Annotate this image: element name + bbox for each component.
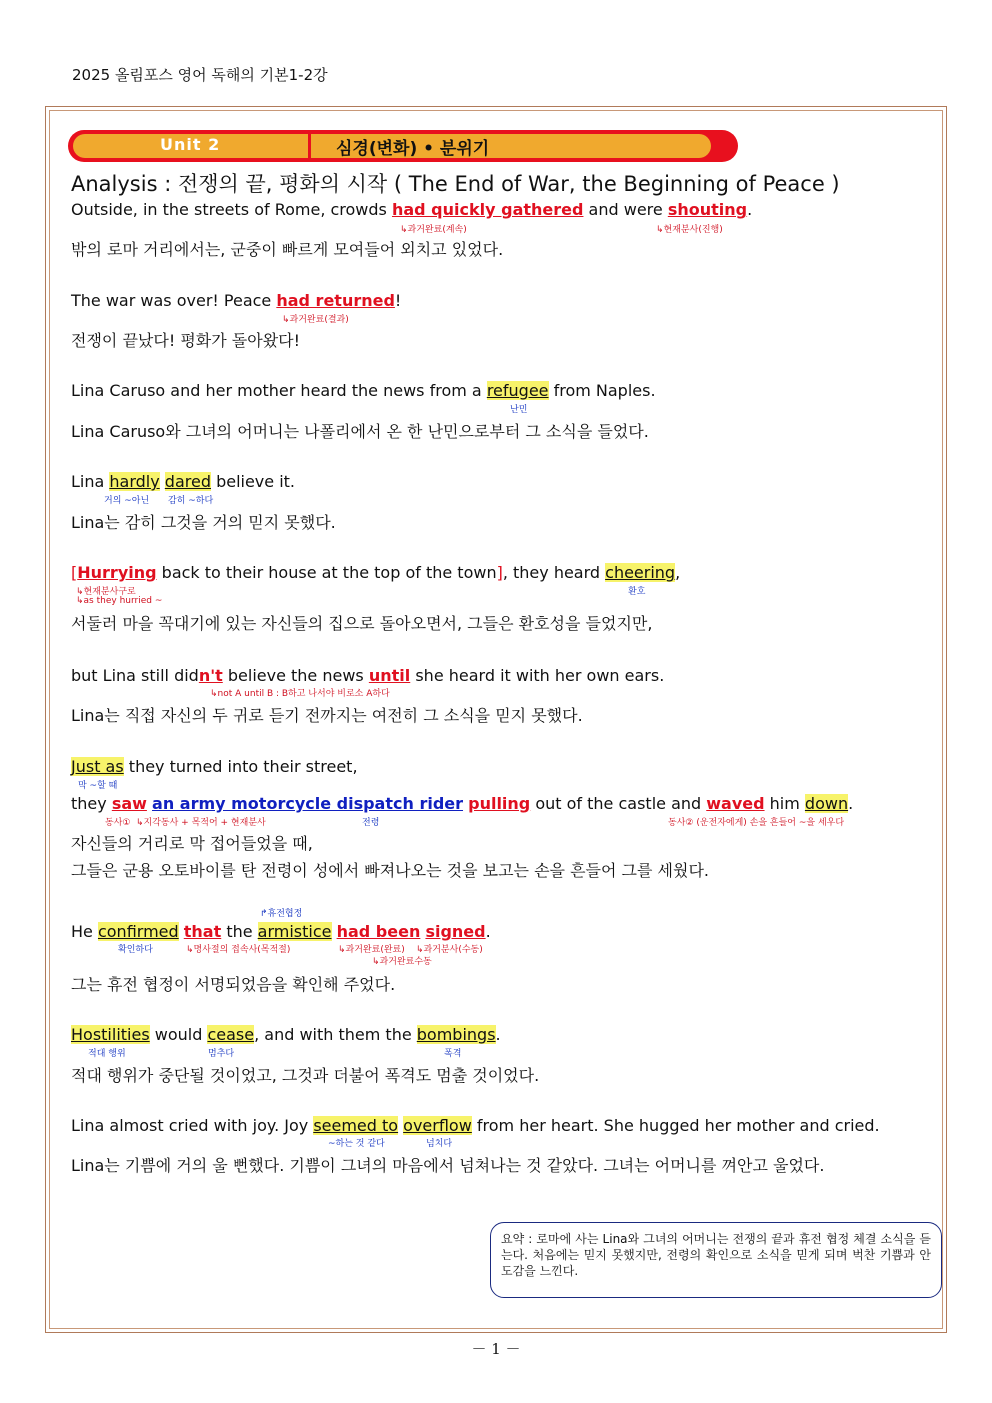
annotation: ↳not A until B : B하고 나서야 비로소 A하다 (210, 689, 390, 699)
sentence-3: Lina Caruso and her mother heard the news from a refugee from Naples. (71, 381, 656, 400)
translation-11: Lina는 기쁨에 거의 울 뻔했다. 기쁨이 그녀의 마음에서 넘쳐나는 것 같았다. 그녀는 어머니를 껴안고 울었다. (71, 1156, 825, 1175)
sentence-6: but Lina still didn't believe the news until she heard it with her own ears. (71, 666, 665, 685)
annotation: 난민 (510, 405, 528, 415)
annotation: 적대 행위 (88, 1049, 126, 1059)
annotation: ↳과거완료(완료) (338, 945, 405, 955)
annotation: 거의 ~아닌 (104, 496, 150, 506)
annotation: ↳현재분사구로 (76, 587, 136, 597)
annotation: ↳과거분사(수동) (416, 945, 483, 955)
annotation: ↳지각동사 + 목적어 + 현재분사 (136, 818, 266, 828)
annotation: ↳현재분사(진행) (656, 225, 723, 235)
annotation: ↳명사절의 접속사(목적절) (186, 945, 291, 955)
annotation: 전령 (362, 818, 380, 828)
sentence-11: Lina almost cried with joy. Joy seemed to overflow from her heart. She hugged her mother and cried. (71, 1116, 880, 1135)
translation-10: 적대 행위가 중단될 것이었고, 그것과 더불어 폭격도 멈출 것이었다. (71, 1066, 540, 1085)
topic-label: 심경(변화) • 분위기 (336, 139, 490, 159)
page-number: － 1 － (471, 1340, 521, 1358)
translation-1: 밖의 로마 거리에서는, 군중이 빠르게 모여들어 외치고 있었다. (71, 240, 504, 259)
annotation: ~하는 것 같다 (328, 1139, 385, 1149)
analysis-title: Analysis : 전쟁의 끝, 평화의 시작 ( The End of War, the Beginning of Peace ) (71, 172, 840, 196)
annotation: 동사② (운전자에게) 손을 흔들어 ~을 세우다 (668, 818, 845, 828)
annotation: ↳과거완료수동 (372, 957, 432, 967)
translation-8: 그들은 군용 오토바이를 탄 전령이 성에서 빠져나오는 것을 보고는 손을 흔들어 그를 세웠다. (71, 861, 709, 880)
annotation: 동사① (105, 818, 131, 828)
translation-5: 서둘러 마을 꼭대기에 있는 자신들의 집으로 돌아오면서, 그들은 환호성을 들었지만, (71, 614, 653, 633)
sentence-9: He confirmed that the armistice had been signed. (71, 922, 491, 941)
annotation: 감히 ~하다 (168, 496, 214, 506)
annotation: ↳as they hurried ~ (76, 596, 163, 606)
translation-2: 전쟁이 끝났다! 평화가 돌아왔다! (71, 331, 301, 350)
sentence-8: they saw an army motorcycle dispatch rider pulling out of the castle and waved him down. (71, 794, 854, 813)
sentence-4: Lina hardly dared believe it. (71, 472, 296, 491)
unit-banner (68, 130, 738, 162)
sentence-5: [Hurrying back to their house at the top of the town], they heard cheering, (71, 563, 681, 582)
translation-3: Lina Caruso와 그녀의 어머니는 나폴리에서 온 한 난민으로부터 그 소식을 들었다. (71, 422, 649, 441)
annotation: 넘치다 (426, 1139, 453, 1149)
annotation: 멈추다 (208, 1049, 235, 1059)
annotation: ↳과거완료(계속) (400, 225, 467, 235)
summary-box: 요약 : 로마에 사는 Lina와 그녀의 어머니는 전쟁의 끝과 휴전 협정 체결 소식을 듣는다. 처음에는 믿지 못했지만, 전령의 확인으로 소식을 믿게 되며 벅찬 기쁨과 안도감을 느낀다. (490, 1222, 942, 1298)
sentence-10: Hostilities would cease, and with them the bombings. (71, 1025, 501, 1044)
annotation: ↱휴전협정 (260, 909, 303, 919)
translation-9: 그는 휴전 협정이 서명되었음을 확인해 주었다. (71, 975, 396, 994)
unit-label: Unit 2 (160, 135, 221, 154)
translation-4: Lina는 감히 그것을 거의 믿지 못했다. (71, 513, 336, 532)
annotation: 막 ~할 때 (78, 781, 118, 791)
annotation: ↳과거완료(결과) (282, 315, 349, 325)
sentence-2: The war was over! Peace had returned! (71, 291, 402, 310)
sentence-7: Just as they turned into their street, (71, 757, 358, 776)
page-header: 2025 올림포스 영어 독해의 기본1-2강 (72, 66, 328, 84)
translation-7: 자신들의 거리로 막 접어들었을 때, (71, 834, 313, 853)
annotation: 확인하다 (118, 945, 153, 955)
annotation: 환호 (628, 587, 646, 597)
sentence-1: Outside, in the streets of Rome, crowds had quickly gathered and were shouting. (71, 200, 753, 219)
translation-6: Lina는 직접 자신의 두 귀로 듣기 전까지는 여전히 그 소식을 믿지 못했다. (71, 706, 583, 725)
annotation: 폭격 (444, 1049, 462, 1059)
